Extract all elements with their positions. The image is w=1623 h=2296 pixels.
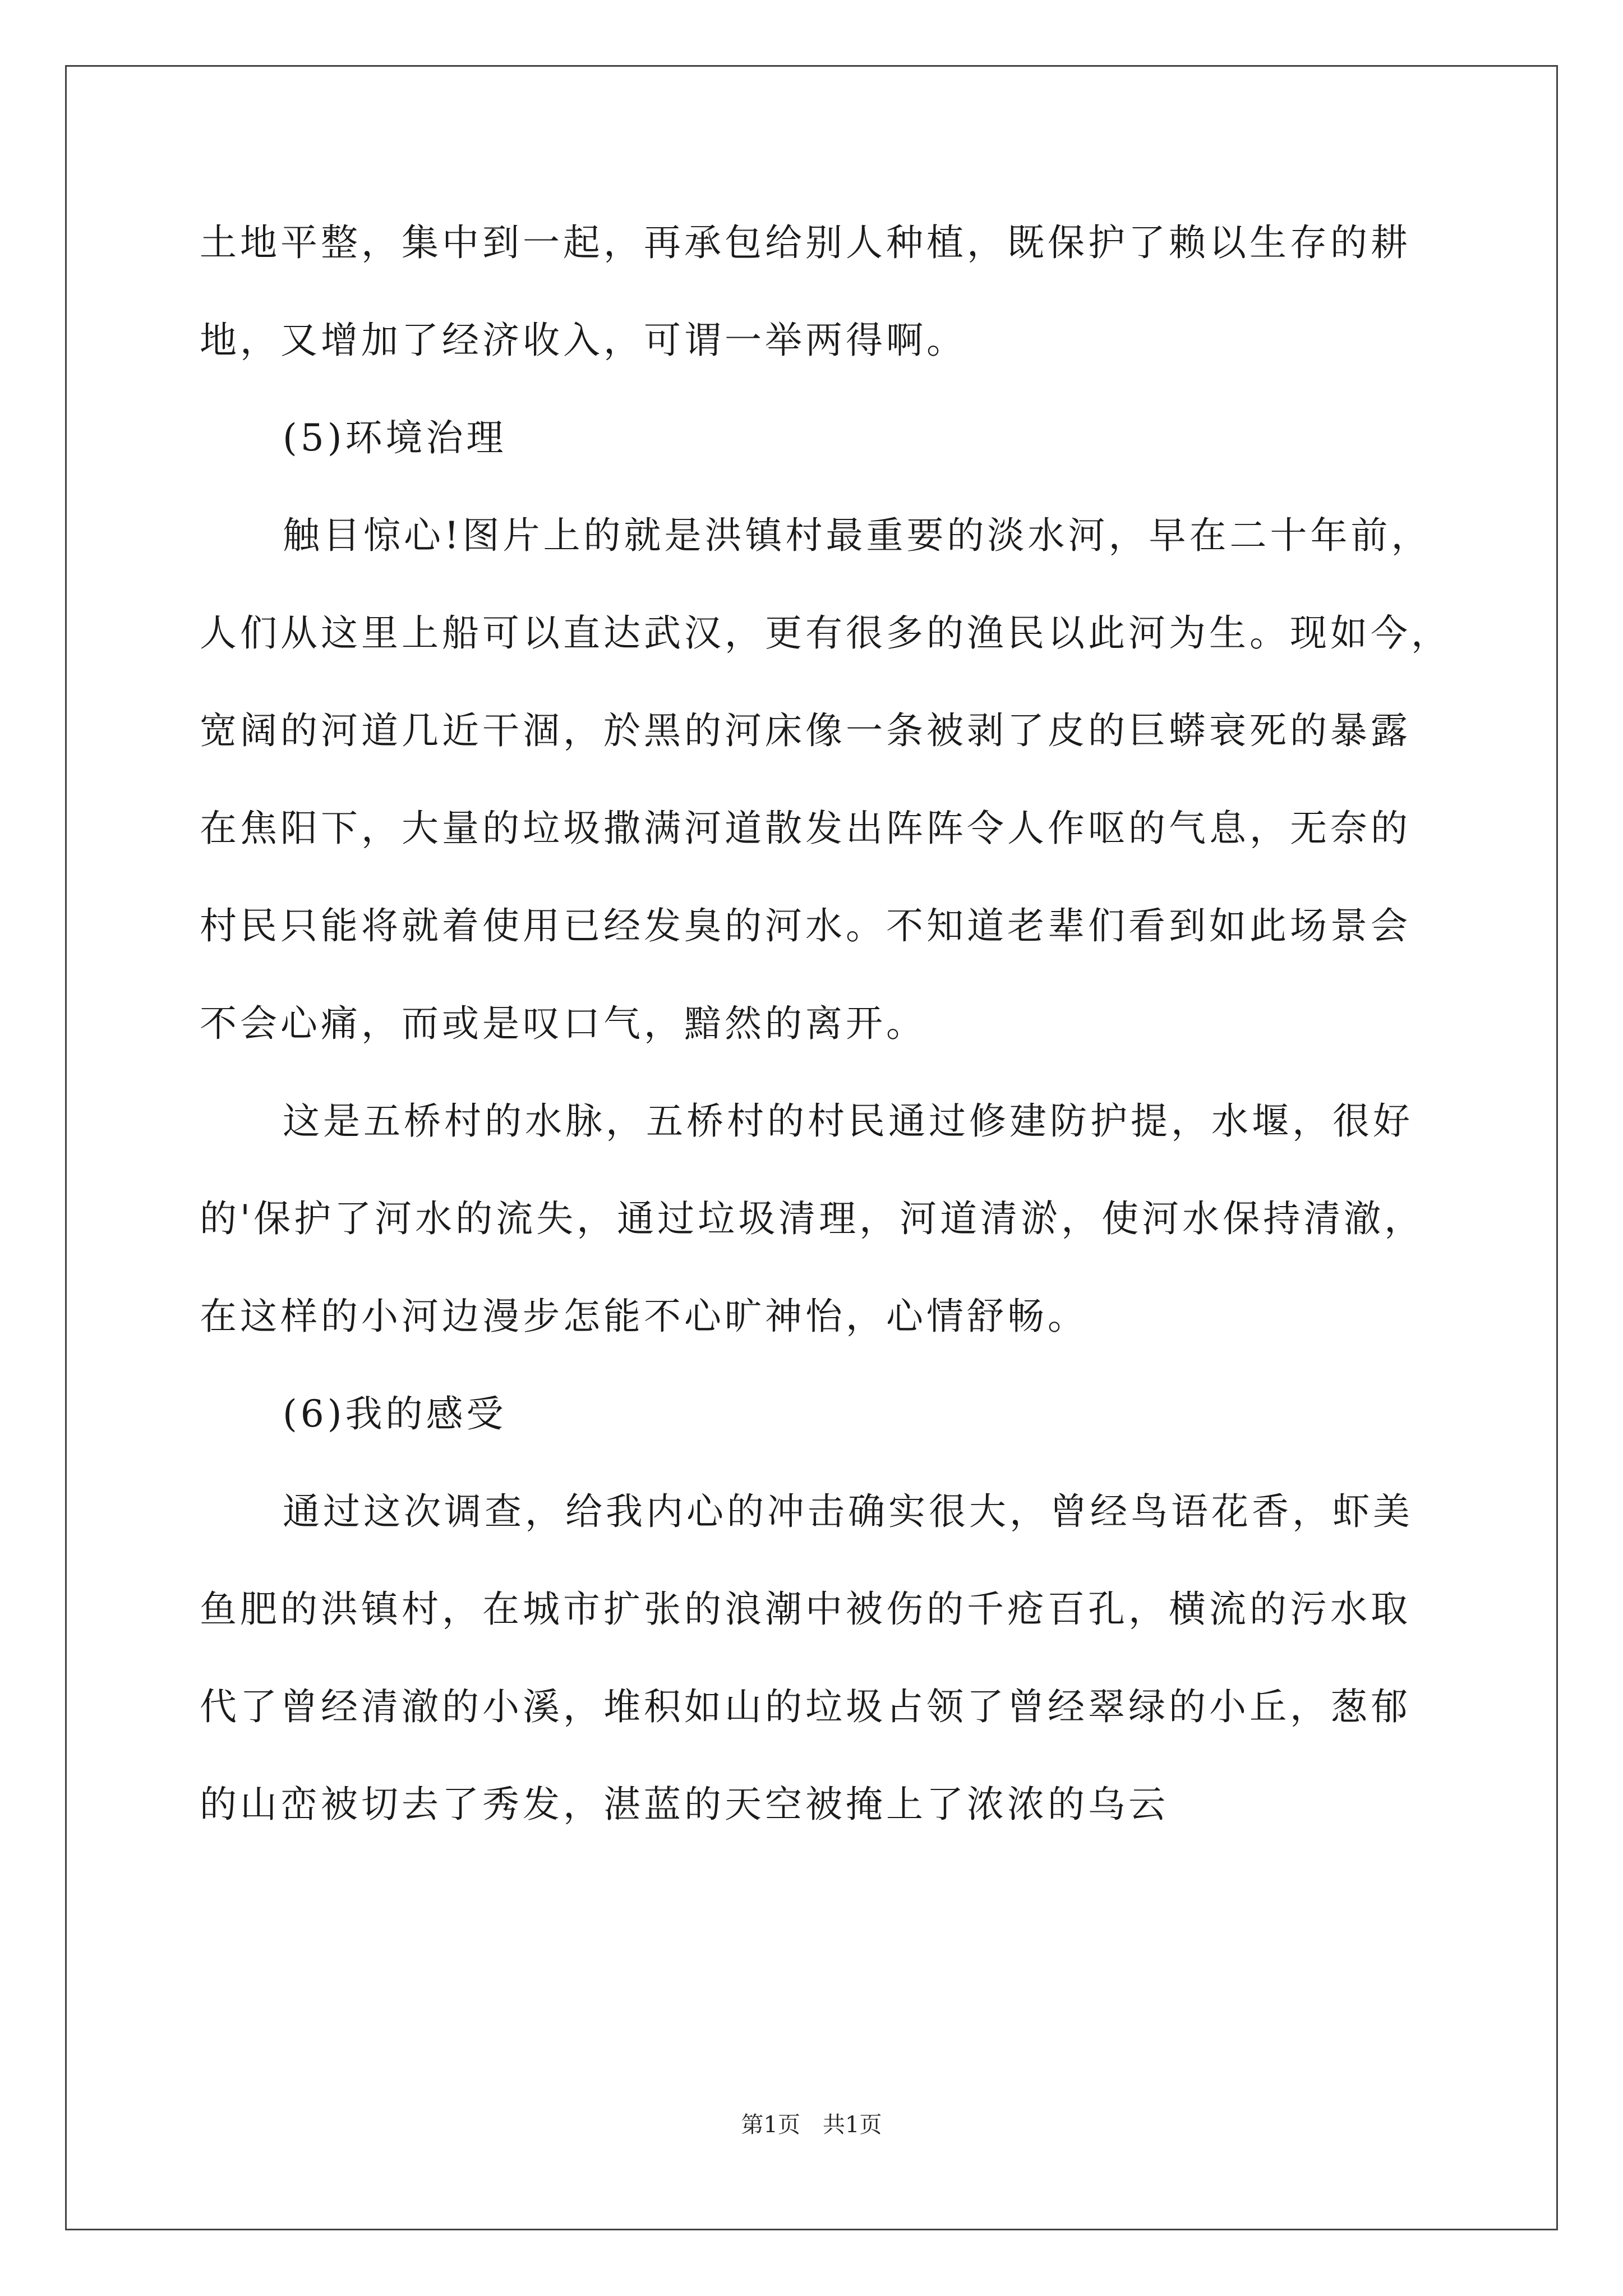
text-line: 不会心痛，而或是叹口气，黯然的离开。 [200, 1002, 926, 1045]
text-line: 村民只能将就着使用已经发臭的河水。不知道老辈们看到如此场景会 [200, 904, 1411, 947]
text-line: 宽阔的河道几近干涸，於黑的河床像一条被剥了皮的巨蟒衰死的暴露 [200, 709, 1411, 752]
text-line: 的'保护了河水的流失，通过垃圾清理，河道清淤，使河水保持清澈， [200, 1197, 1425, 1240]
text-line: 地，又增加了经济收入，可谓一举两得啊。 [200, 319, 967, 362]
text-line: (6)我的感受 [283, 1392, 507, 1435]
text-line: 通过这次调查，给我内心的冲击确实很大，曾经鸟语花香，虾美 [283, 1490, 1413, 1533]
text-line: 的山峦被切去了秀发，湛蓝的天空被掩上了浓浓的乌云 [200, 1783, 1169, 1826]
text-line: 在焦阳下，大量的垃圾撒满河道散发出阵阵令人作呕的气息，无奈的 [200, 807, 1411, 850]
text-line: 在这样的小河边漫步怎能不心旷神怡，心情舒畅。 [200, 1295, 1088, 1338]
text-line: (5)环境治理 [283, 416, 507, 459]
text-line: 人们从这里上船可以直达武汉，更有很多的渔民以此河为生。现如今， [200, 611, 1451, 655]
text-line: 这是五桥村的水脉，五桥村的村民通过修建防护提，水堰，很好 [283, 1099, 1413, 1143]
text-line: 触目惊心!图片上的就是洪镇村最重要的淡水河，早在二十年前， [283, 514, 1432, 557]
text-line: 鱼肥的洪镇村，在城市扩张的浪潮中被伤的千疮百孔，横流的污水取 [200, 1588, 1411, 1631]
document-body [200, 221, 1451, 1884]
page-footer: 第1页 共1页 [741, 2112, 882, 2138]
text-line: 土地平整，集中到一起，再承包给别人种植，既保护了赖以生存的耕 [200, 221, 1411, 264]
text-line: 代了曾经清澈的小溪，堆积如山的垃圾占领了曾经翠绿的小丘，葱郁 [200, 1685, 1411, 1728]
